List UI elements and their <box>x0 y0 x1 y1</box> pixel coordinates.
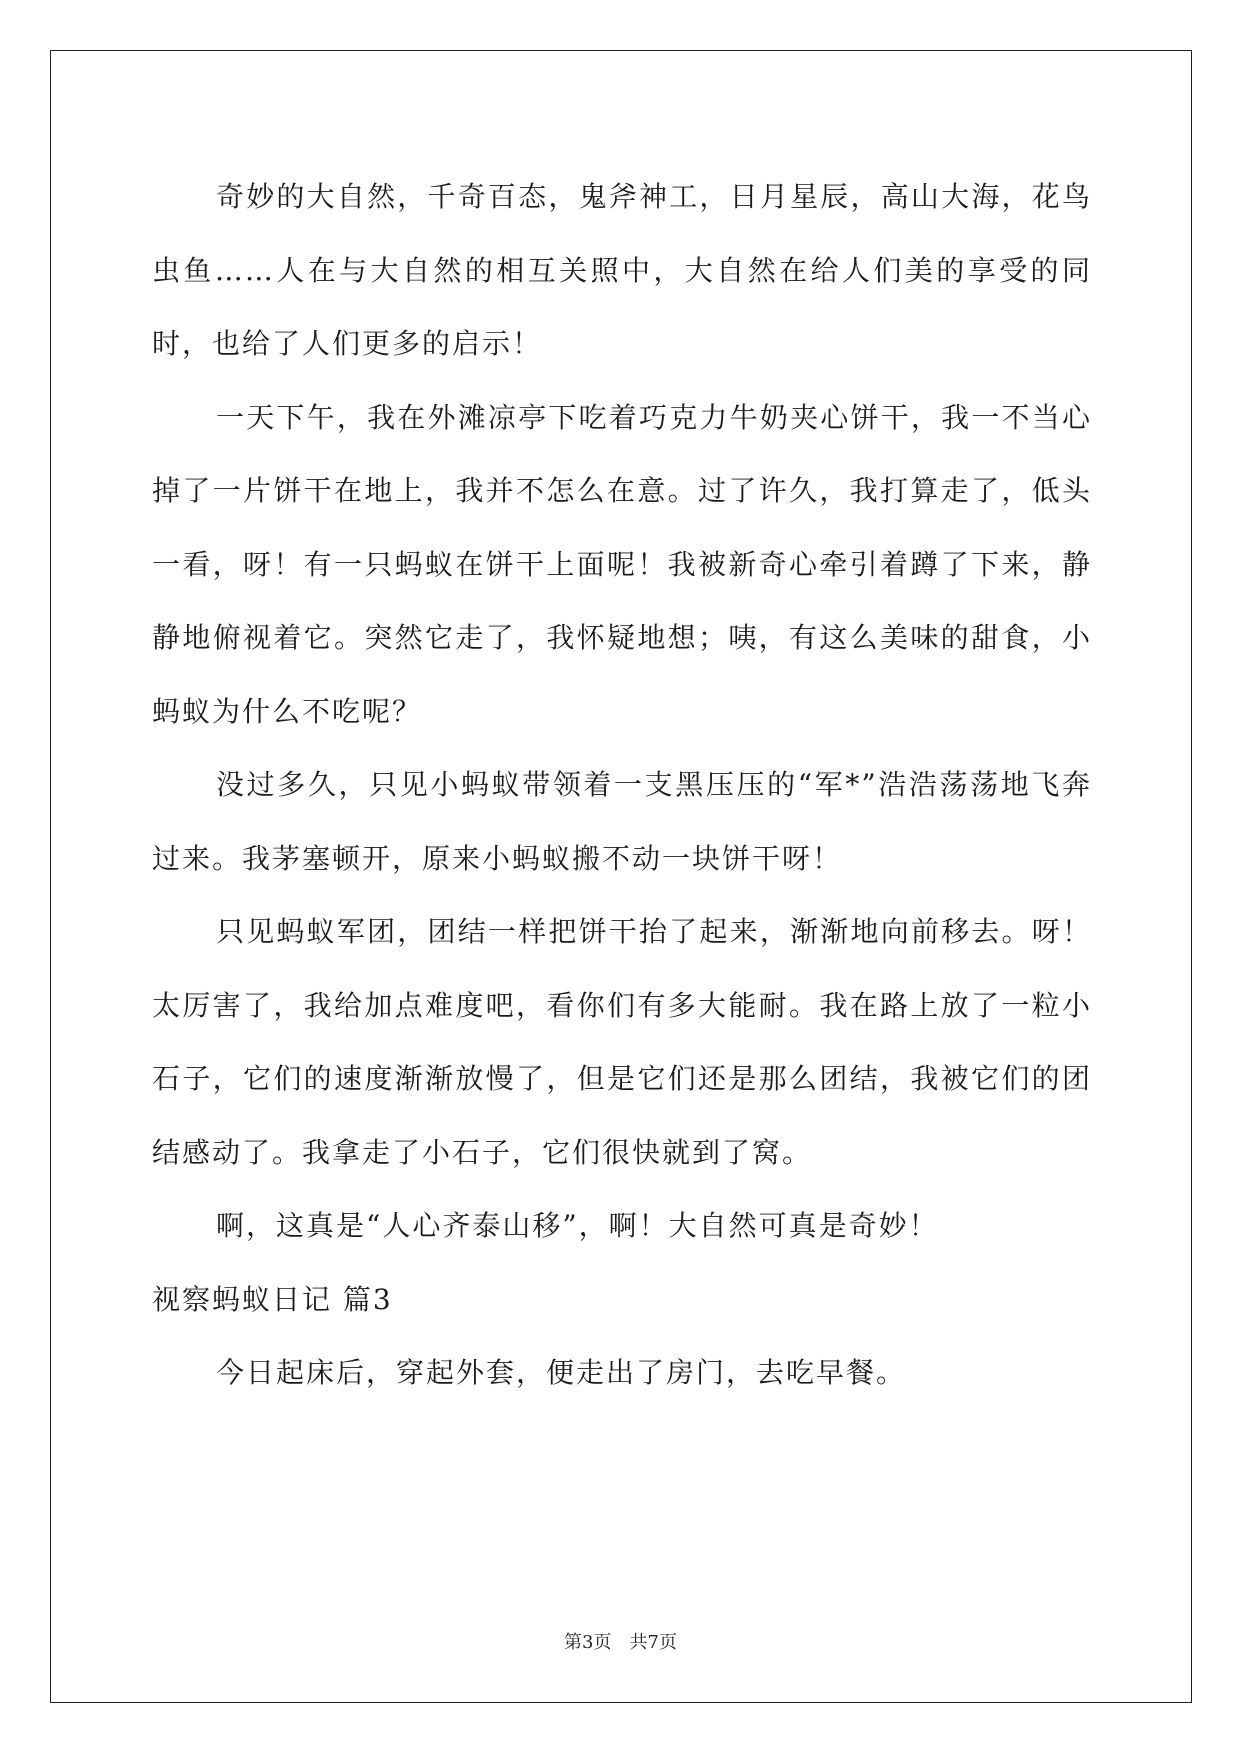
paragraph-4: 只见蚂蚁军团，团结一样把饼干抬了起来，渐渐地向前移去。呀！太厉害了，我给加点难度吧，看你们有多大能耐。我在路上放了一粒小石子，它们的速度渐渐放慢了，但是它们还是那么团结，我被它们的团结感动了。我拿走了小石子，它们很快就到了窝。 <box>152 915 1092 1169</box>
section-heading: 视察蚂蚁日记 篇3 <box>152 1282 393 1316</box>
section-paragraph-1: 今日起床后，穿起外套，便走出了房门，去吃早餐。 <box>216 1356 907 1389</box>
paragraph-2: 一天下午，我在外滩凉亭下吃着巧克力牛奶夹心饼干，我一不当心掉了一片饼干在地上，我并不怎么在意。过了许久，我打算走了，低头一看，呀！有一只蚂蚁在饼干上面呢！我被新奇心牵引着蹲了下来，静静地俯视着它。突然它走了，我怀疑地想；咦，有这么美味的甜食，小蚂蚁为什么不吃呢？ <box>152 400 1092 728</box>
paragraph-5: 啊，这真是“人心齐泰山移”，啊！大自然可真是奇妙！ <box>216 1209 939 1242</box>
document-body <box>152 160 1092 1410</box>
paragraph-3: 没过多久，只见小蚂蚁带领着一支黑压压的“军*”浩浩荡荡地飞奔过来。我茅塞顿开，原来小蚂蚁搬不动一块饼干呀！ <box>152 768 1092 875</box>
paragraph-1: 奇妙的大自然，千奇百态，鬼斧神工，日月星辰，高山大海，花鸟虫鱼……人在与大自然的相互关照中，大自然在给人们美的享受的同时，也给了人们更多的启示！ <box>152 180 1092 360</box>
page-number-footer: 第3页 共7页 <box>564 1632 677 1653</box>
